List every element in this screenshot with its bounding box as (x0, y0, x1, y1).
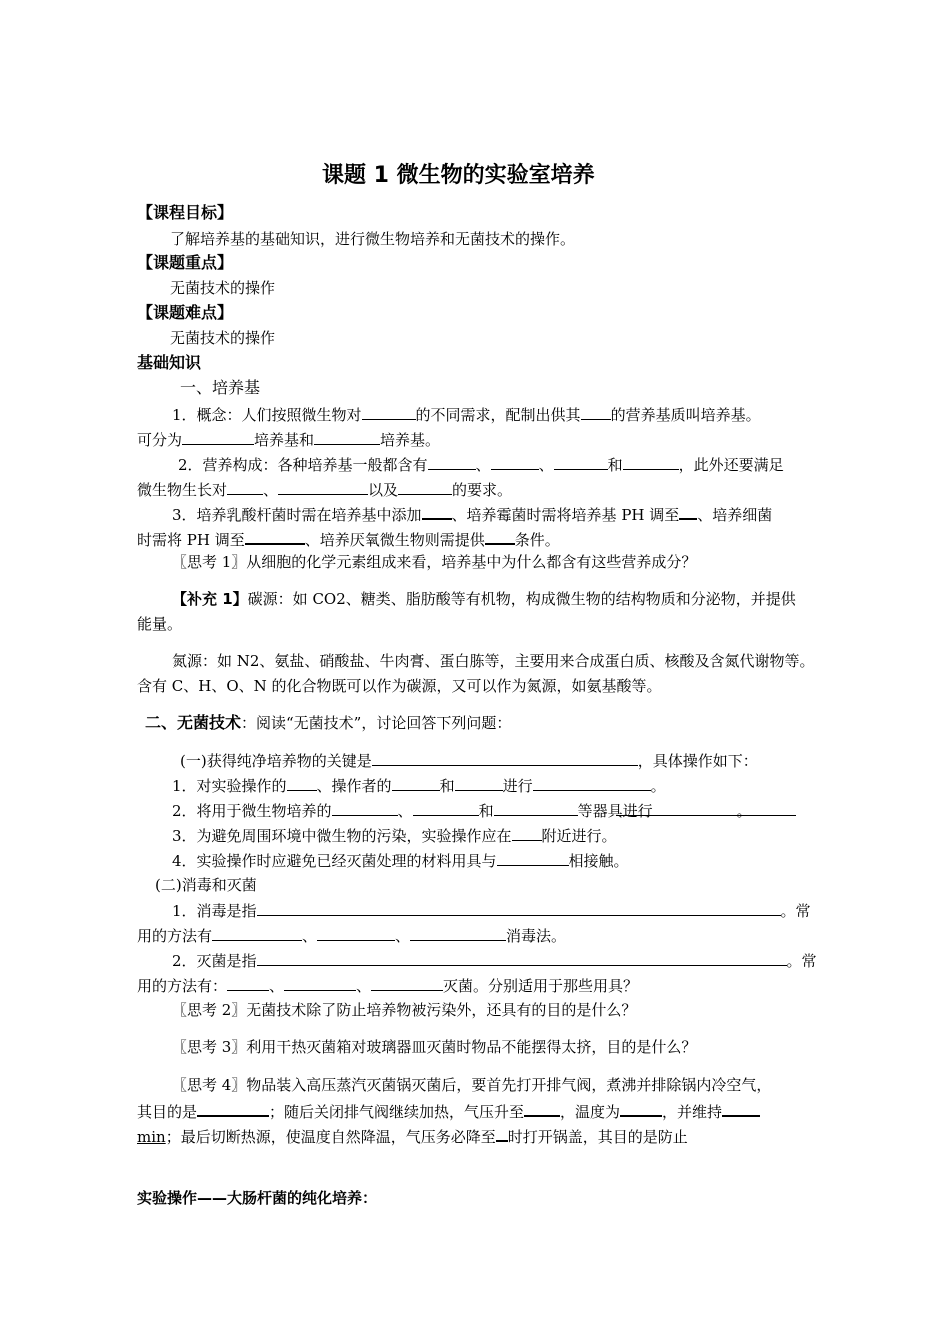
blank[interactable] (317, 925, 395, 941)
blank[interactable] (497, 850, 569, 866)
blank[interactable] (512, 825, 542, 841)
blank[interactable] (362, 404, 416, 420)
blank[interactable] (491, 454, 539, 470)
think-3: 〖思考 3〗利用干热灭菌箱对玻璃器皿灭菌时物品不能摆得太挤，目的是什么？ (172, 1038, 697, 1056)
item-2-underline (616, 815, 796, 816)
blank[interactable] (182, 429, 254, 445)
blank[interactable] (392, 775, 440, 791)
supplement-1: 【补充 1】碳源：如 CO2、糖类、脂肪酸等有机物，构成微生物的结构物质和分泌物，并提供 (172, 590, 796, 608)
blank[interactable] (496, 1125, 508, 1142)
concept-line: 1．概念：人们按照微生物对 的不同需求，配制出供其 的营养基质叫培养基。 (172, 406, 761, 424)
objective-text: 了解培养基的基础知识，进行微生物培养和无菌技术的操作。 (170, 230, 576, 248)
blank[interactable] (410, 925, 506, 941)
blank[interactable] (620, 1100, 662, 1117)
blank[interactable] (227, 479, 263, 495)
nutrition-line-2: 微生物生长对 、 以及 的要求。 (137, 481, 513, 499)
think-2: 〖思考 2〗无菌技术除了防止培养物被污染外，还具有的目的是什么？ (172, 1001, 637, 1019)
page-title: 课题 1 微生物的实验室培养 (322, 163, 595, 188)
think-1: 〖思考 1〗从细胞的化学元素组成来看，培养基中为什么都含有这些营养成分？ (172, 553, 697, 571)
culture-conditions-line: 3．培养乳酸杆菌时需在培养基中添加 、培养霉菌时需将培养基 PH 调至 、培养细菌 (172, 503, 772, 525)
culture-conditions-line-2: 时需将 PH 调至 、培养厌氧微生物则需提供 条件。 (137, 528, 560, 550)
blank[interactable] (554, 454, 608, 470)
disinfection-methods: 用的方法有 、 、 消毒法。 (137, 927, 567, 945)
disinfection-def: 1．消毒是指 。常 (172, 902, 811, 920)
blank[interactable] (371, 975, 443, 991)
think-4-line-3: min；最后切断热源，使温度自然降温，气压务必降至 时打开锅盖，其目的是防止 (137, 1125, 688, 1147)
experiment-heading: 实验操作——大肠杆菌的纯化培养： (137, 1189, 378, 1207)
blank[interactable] (455, 775, 503, 791)
blank[interactable] (422, 503, 452, 520)
blank[interactable] (278, 479, 368, 495)
think-4-line-2: 其目的是 ；随后关闭排气阀继续加热，气压升至 ，温度为 ，并维持 (137, 1100, 760, 1122)
nitrogen-source: 氮源：如 N2、氨盐、硝酸盐、牛肉膏、蛋白胨等，主要用来合成蛋白质、核酸及含氮代谢物等。 (172, 652, 815, 670)
blank[interactable] (287, 775, 317, 791)
blank[interactable] (372, 750, 638, 766)
blank[interactable] (245, 528, 305, 545)
difficulty-text: 无菌技术的操作 (170, 329, 276, 347)
blank[interactable] (485, 528, 515, 545)
aseptic-item-2: 2．将用于微生物培养的 、 和 等器具进行 。 (172, 802, 752, 820)
pure-culture-key: (一)获得纯净培养物的关键是 ，具体操作如下： (180, 752, 758, 770)
difficulty-label: 【课题难点】 (137, 303, 234, 322)
blank[interactable] (197, 1100, 269, 1117)
blank[interactable] (257, 950, 787, 966)
supplement-1-cont: 能量。 (137, 615, 183, 633)
blank[interactable] (257, 900, 781, 916)
blank[interactable] (428, 454, 476, 470)
blank[interactable] (679, 503, 697, 520)
sterilization-methods: 用的方法有： 、 、 灭菌。分别适用于那些用具？ (137, 977, 639, 995)
concept-line-2: 可分为 培养基和 培养基。 (137, 431, 441, 449)
blank[interactable] (494, 800, 578, 816)
blank[interactable] (623, 454, 679, 470)
keypoint-text: 无菌技术的操作 (170, 279, 276, 297)
blank[interactable] (332, 800, 398, 816)
nitrogen-source-cont: 含有 C、H、O、N 的化合物既可以作为碳源，又可以作为氮源，如氨基酸等。 (137, 677, 662, 695)
nutrition-line: 2．营养构成：各种培养基一般都含有 、 、 和 ，此外还要满足 (178, 456, 784, 474)
think-4: 〖思考 4〗物品装入高压蒸汽灭菌锅灭菌后，要首先打开排气阀，煮沸并排除锅内冷空气， (172, 1076, 772, 1094)
blank[interactable] (533, 775, 651, 791)
sterilization-def: 2．灭菌是指 。常 (172, 952, 817, 970)
blank[interactable] (722, 1100, 760, 1117)
basics-heading: 基础知识 (137, 353, 202, 372)
blank[interactable] (524, 1100, 560, 1117)
blank[interactable] (581, 404, 611, 420)
blank[interactable] (227, 975, 269, 991)
blank[interactable] (212, 925, 302, 941)
blank[interactable] (653, 801, 737, 816)
blank[interactable] (413, 800, 479, 816)
disinfect-sterilize-heading: (二)消毒和灭菌 (155, 876, 257, 894)
aseptic-item-3: 3．为避免周围环境中微生物的污染，实验操作应在 附近进行。 (172, 827, 617, 845)
section-culture-medium: 一、培养基 (180, 378, 261, 397)
blank[interactable] (284, 975, 356, 991)
aseptic-item-4: 4．实验操作时应避免已经灭菌处理的材料用具与 相接触。 (172, 852, 629, 870)
blank[interactable] (314, 429, 380, 445)
aseptic-heading: 二、无菌技术：阅读“无菌技术”，讨论回答下列问题： (145, 713, 512, 732)
blank[interactable] (398, 479, 452, 495)
objective-label: 【课程目标】 (137, 203, 234, 222)
aseptic-item-1: 1．对实验操作的 、操作者的 和 进行 。 (172, 777, 666, 795)
keypoint-label: 【课题重点】 (137, 253, 234, 272)
